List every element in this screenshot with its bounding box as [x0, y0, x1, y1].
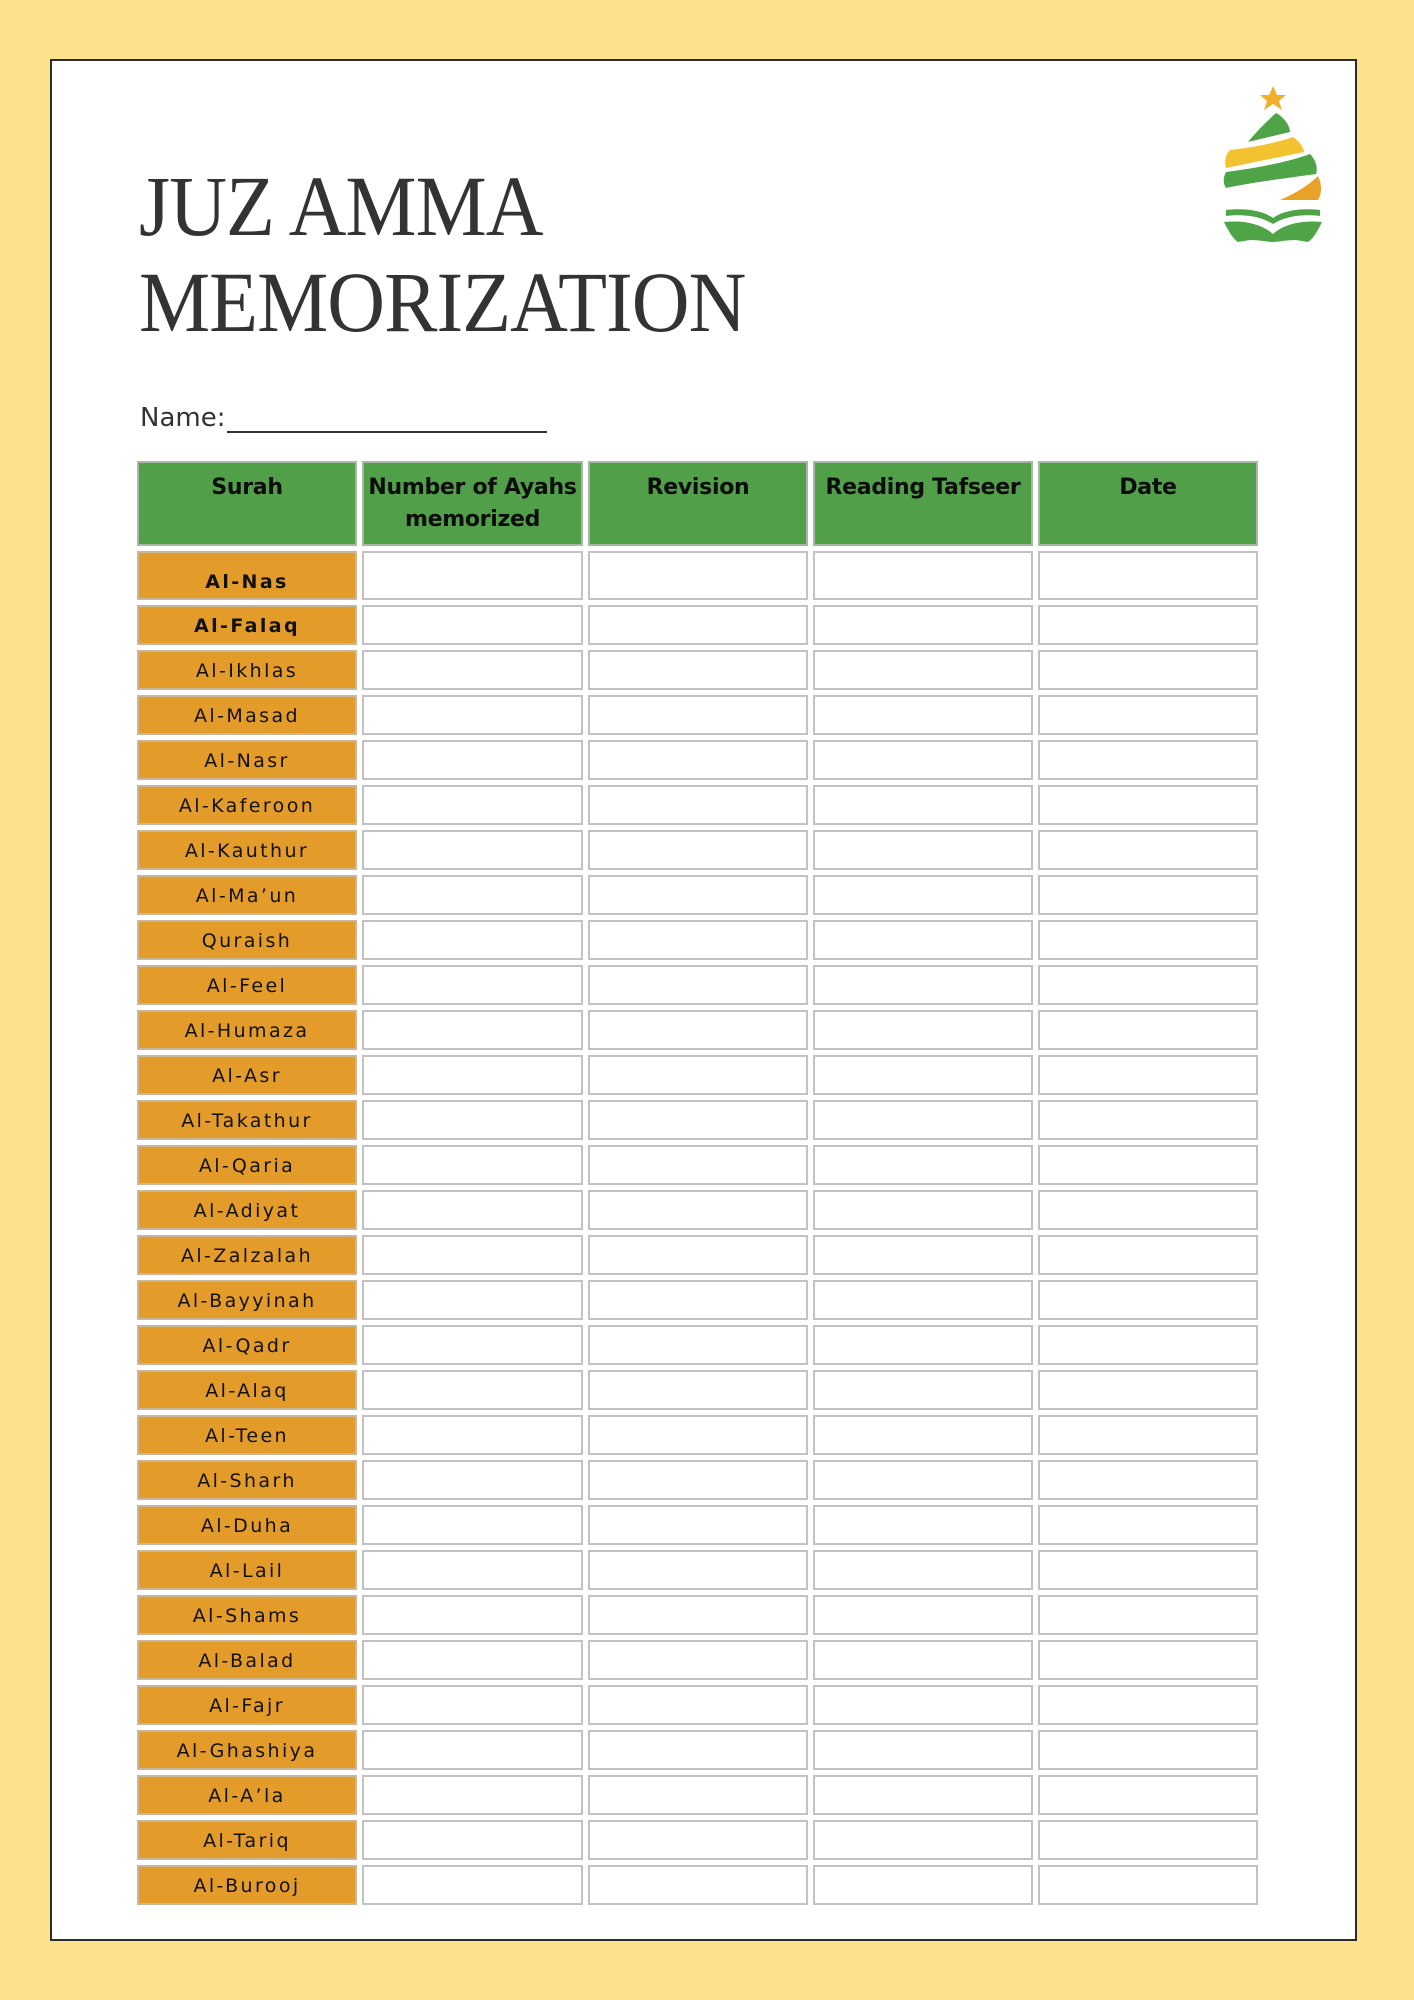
date-cell[interactable] — [1038, 1190, 1258, 1230]
surah-name-cell: Al-Takathur — [137, 1100, 357, 1140]
revision-cell[interactable] — [588, 1370, 808, 1410]
revision-cell[interactable] — [588, 1775, 808, 1815]
revision-cell[interactable] — [588, 650, 808, 690]
date-cell[interactable] — [1038, 1100, 1258, 1140]
reading-tafseer-cell[interactable] — [813, 1595, 1033, 1635]
ayahs-memorized-cell[interactable] — [362, 1190, 583, 1230]
table-row — [137, 1595, 1258, 1635]
ayahs-memorized-cell[interactable] — [362, 1235, 583, 1275]
surah-name-cell: Al-Tariq — [137, 1820, 357, 1860]
memorization-table — [137, 461, 1258, 1905]
reading-tafseer-cell[interactable] — [813, 1685, 1033, 1725]
revision-cell[interactable] — [588, 1235, 808, 1275]
date-cell[interactable] — [1038, 1550, 1258, 1590]
reading-tafseer-cell[interactable] — [813, 1055, 1033, 1095]
tree-book-logo-icon — [1218, 82, 1328, 242]
header-ayahs-memorized: Number of Ayahs memorized — [362, 461, 583, 546]
revision-cell[interactable] — [588, 1010, 808, 1050]
ayahs-memorized-cell[interactable] — [362, 1010, 583, 1050]
reading-tafseer-cell[interactable] — [813, 1505, 1033, 1545]
ayahs-memorized-cell[interactable] — [362, 1505, 583, 1545]
revision-cell[interactable] — [588, 1460, 808, 1500]
surah-name-cell: Al-Alaq — [137, 1370, 357, 1410]
revision-cell[interactable] — [588, 1685, 808, 1725]
surah-name-cell: Al-Fajr — [137, 1685, 357, 1725]
reading-tafseer-cell[interactable] — [813, 1280, 1033, 1320]
table-row — [137, 695, 1258, 735]
date-cell[interactable] — [1038, 1460, 1258, 1500]
ayahs-memorized-cell[interactable] — [362, 1100, 583, 1140]
reading-tafseer-cell[interactable] — [813, 605, 1033, 645]
ayahs-memorized-cell[interactable] — [362, 920, 583, 960]
reading-tafseer-cell[interactable] — [813, 1235, 1033, 1275]
ayahs-memorized-cell[interactable] — [362, 1550, 583, 1590]
revision-cell[interactable] — [588, 740, 808, 780]
table-body — [137, 551, 1258, 1905]
date-cell[interactable] — [1038, 1325, 1258, 1365]
date-cell[interactable] — [1038, 1595, 1258, 1635]
reading-tafseer-cell[interactable] — [813, 1010, 1033, 1050]
surah-name-cell: Al-Teen — [137, 1415, 357, 1455]
surah-name-cell: Al-A’la — [137, 1775, 357, 1815]
ayahs-memorized-cell[interactable] — [362, 1685, 583, 1725]
revision-cell[interactable] — [588, 695, 808, 735]
ayahs-memorized-cell[interactable] — [362, 1730, 583, 1770]
revision-cell[interactable] — [588, 785, 808, 825]
ayahs-memorized-cell[interactable] — [362, 1595, 583, 1635]
date-cell[interactable] — [1038, 1280, 1258, 1320]
surah-name-cell: Al-Burooj — [137, 1865, 357, 1905]
ayahs-memorized-cell[interactable] — [362, 785, 583, 825]
date-cell[interactable] — [1038, 875, 1258, 915]
date-cell[interactable] — [1038, 605, 1258, 645]
revision-cell[interactable] — [588, 1505, 808, 1545]
ayahs-memorized-cell[interactable] — [362, 875, 583, 915]
date-cell[interactable] — [1038, 1730, 1258, 1770]
table-row — [137, 1100, 1258, 1140]
surah-name-cell: Al-Zalzalah — [137, 1235, 357, 1275]
surah-name-cell: Al-Shams — [137, 1595, 357, 1635]
table-row — [137, 1370, 1258, 1410]
date-cell[interactable] — [1038, 1640, 1258, 1680]
reading-tafseer-cell[interactable] — [813, 1460, 1033, 1500]
revision-cell[interactable] — [588, 965, 808, 1005]
reading-tafseer-cell[interactable] — [813, 875, 1033, 915]
ayahs-memorized-cell[interactable] — [362, 1820, 583, 1860]
revision-cell[interactable] — [588, 551, 808, 600]
table-row — [137, 1010, 1258, 1050]
revision-cell[interactable] — [588, 605, 808, 645]
table-row — [137, 1865, 1258, 1905]
reading-tafseer-cell[interactable] — [813, 1100, 1033, 1140]
surah-name-cell: Al-Masad — [137, 695, 357, 735]
table-row — [137, 965, 1258, 1005]
ayahs-memorized-cell[interactable] — [362, 650, 583, 690]
reading-tafseer-cell[interactable] — [813, 785, 1033, 825]
header-revision: Revision — [588, 461, 808, 546]
surah-name-cell: Al-Asr — [137, 1055, 357, 1095]
revision-cell[interactable] — [588, 1415, 808, 1455]
surah-name-cell: Al-Duha — [137, 1505, 357, 1545]
date-cell[interactable] — [1038, 1415, 1258, 1455]
ayahs-memorized-cell[interactable] — [362, 605, 583, 645]
ayahs-memorized-cell[interactable] — [362, 551, 583, 600]
revision-cell[interactable] — [588, 1325, 808, 1365]
star-icon — [1260, 86, 1286, 110]
surah-name-cell: Al-Ghashiya — [137, 1730, 357, 1770]
revision-cell[interactable] — [588, 1550, 808, 1590]
revision-cell[interactable] — [588, 1865, 808, 1905]
title-line-1: JUZ AMMA — [139, 158, 543, 254]
surah-name-cell: Al-Falaq — [137, 605, 357, 645]
table-row — [137, 1460, 1258, 1500]
date-cell[interactable] — [1038, 1865, 1258, 1905]
revision-cell[interactable] — [588, 875, 808, 915]
table-row — [137, 1325, 1258, 1365]
ayahs-memorized-cell[interactable] — [362, 965, 583, 1005]
reading-tafseer-cell[interactable] — [813, 830, 1033, 870]
date-cell[interactable] — [1038, 1775, 1258, 1815]
reading-tafseer-cell[interactable] — [813, 1145, 1033, 1185]
table-row — [137, 1055, 1258, 1095]
table-header-row — [137, 461, 1258, 546]
date-cell[interactable] — [1038, 785, 1258, 825]
reading-tafseer-cell[interactable] — [813, 695, 1033, 735]
ayahs-memorized-cell[interactable] — [362, 1370, 583, 1410]
revision-cell[interactable] — [588, 1820, 808, 1860]
reading-tafseer-cell[interactable] — [813, 1415, 1033, 1455]
table-row — [137, 1685, 1258, 1725]
name-field[interactable] — [140, 403, 547, 433]
ayahs-memorized-cell[interactable] — [362, 1640, 583, 1680]
reading-tafseer-cell[interactable] — [813, 1775, 1033, 1815]
header-date: Date — [1038, 461, 1258, 546]
revision-cell[interactable] — [588, 1190, 808, 1230]
surah-name-cell: Al-Sharh — [137, 1460, 357, 1500]
surah-name-cell: Al-Bayyinah — [137, 1280, 357, 1320]
reading-tafseer-cell[interactable] — [813, 1190, 1033, 1230]
surah-name-cell: Al-Humaza — [137, 1010, 357, 1050]
surah-name-cell: Al-Feel — [137, 965, 357, 1005]
revision-cell[interactable] — [588, 1640, 808, 1680]
ayahs-memorized-cell[interactable] — [362, 1415, 583, 1455]
reading-tafseer-cell[interactable] — [813, 1730, 1033, 1770]
revision-cell[interactable] — [588, 830, 808, 870]
surah-name-cell: Al-Nasr — [137, 740, 357, 780]
ayahs-memorized-cell[interactable] — [362, 1280, 583, 1320]
revision-cell[interactable] — [588, 920, 808, 960]
surah-name-cell: Al-Kauthur — [137, 830, 357, 870]
surah-name-cell: Al-Balad — [137, 1640, 357, 1680]
table-row — [137, 1730, 1258, 1770]
ayahs-memorized-cell[interactable] — [362, 740, 583, 780]
reading-tafseer-cell[interactable] — [813, 1550, 1033, 1590]
date-cell[interactable] — [1038, 650, 1258, 690]
header-reading-tafseer: Reading Tafseer — [813, 461, 1033, 546]
date-cell[interactable] — [1038, 830, 1258, 870]
surah-name-cell: Al-Ikhlas — [137, 650, 357, 690]
table-row — [137, 1415, 1258, 1455]
revision-cell[interactable] — [588, 1055, 808, 1095]
date-cell[interactable] — [1038, 965, 1258, 1005]
page-title — [139, 158, 745, 350]
reading-tafseer-cell[interactable] — [813, 1325, 1033, 1365]
table-row — [137, 740, 1258, 780]
date-cell[interactable] — [1038, 1370, 1258, 1410]
reading-tafseer-cell[interactable] — [813, 1820, 1033, 1860]
reading-tafseer-cell[interactable] — [813, 551, 1033, 600]
date-cell[interactable] — [1038, 1820, 1258, 1860]
surah-name-cell: Al-Nas — [137, 551, 357, 600]
table-row — [137, 1775, 1258, 1815]
table-row — [137, 650, 1258, 690]
revision-cell[interactable] — [588, 1100, 808, 1140]
reading-tafseer-cell[interactable] — [813, 1865, 1033, 1905]
revision-cell[interactable] — [588, 1730, 808, 1770]
ayahs-memorized-cell[interactable] — [362, 1325, 583, 1365]
table-row — [137, 830, 1258, 870]
surah-name-cell: Al-Ma’un — [137, 875, 357, 915]
date-cell[interactable] — [1038, 1685, 1258, 1725]
ayahs-memorized-cell[interactable] — [362, 1775, 583, 1815]
reading-tafseer-cell[interactable] — [813, 1640, 1033, 1680]
surah-name-cell: Quraish — [137, 920, 357, 960]
ayahs-memorized-cell[interactable] — [362, 1055, 583, 1095]
name-label: Name: — [140, 403, 226, 433]
date-cell[interactable] — [1038, 1505, 1258, 1545]
name-input-line[interactable] — [227, 403, 547, 433]
date-cell[interactable] — [1038, 551, 1258, 600]
surah-name-cell: Al-Qadr — [137, 1325, 357, 1365]
surah-name-cell: Al-Qaria — [137, 1145, 357, 1185]
date-cell[interactable] — [1038, 695, 1258, 735]
table-row — [137, 920, 1258, 960]
table-row — [137, 605, 1258, 645]
date-cell[interactable] — [1038, 1145, 1258, 1185]
date-cell[interactable] — [1038, 920, 1258, 960]
table-row — [137, 1640, 1258, 1680]
reading-tafseer-cell[interactable] — [813, 920, 1033, 960]
date-cell[interactable] — [1038, 1235, 1258, 1275]
table-row — [137, 1505, 1258, 1545]
surah-name-cell: Al-Kaferoon — [137, 785, 357, 825]
reading-tafseer-cell[interactable] — [813, 650, 1033, 690]
reading-tafseer-cell[interactable] — [813, 965, 1033, 1005]
table-row — [137, 785, 1258, 825]
ayahs-memorized-cell[interactable] — [362, 1145, 583, 1185]
table-row — [137, 1280, 1258, 1320]
date-cell[interactable] — [1038, 740, 1258, 780]
date-cell[interactable] — [1038, 1055, 1258, 1095]
table-row — [137, 1235, 1258, 1275]
table-row — [137, 551, 1258, 600]
revision-cell[interactable] — [588, 1595, 808, 1635]
ayahs-memorized-cell[interactable] — [362, 695, 583, 735]
revision-cell[interactable] — [588, 1280, 808, 1320]
reading-tafseer-cell[interactable] — [813, 740, 1033, 780]
header-surah: Surah — [137, 461, 357, 546]
ayahs-memorized-cell[interactable] — [362, 830, 583, 870]
table-row — [137, 1550, 1258, 1590]
surah-name-cell: Al-Lail — [137, 1550, 357, 1590]
revision-cell[interactable] — [588, 1145, 808, 1185]
reading-tafseer-cell[interactable] — [813, 1370, 1033, 1410]
table-row — [137, 1190, 1258, 1230]
ayahs-memorized-cell[interactable] — [362, 1460, 583, 1500]
surah-name-cell: Al-Adiyat — [137, 1190, 357, 1230]
table-row — [137, 1820, 1258, 1860]
table-row — [137, 875, 1258, 915]
title-line-2: MEMORIZATION — [139, 254, 746, 350]
date-cell[interactable] — [1038, 1010, 1258, 1050]
table-row — [137, 1145, 1258, 1185]
ayahs-memorized-cell[interactable] — [362, 1865, 583, 1905]
